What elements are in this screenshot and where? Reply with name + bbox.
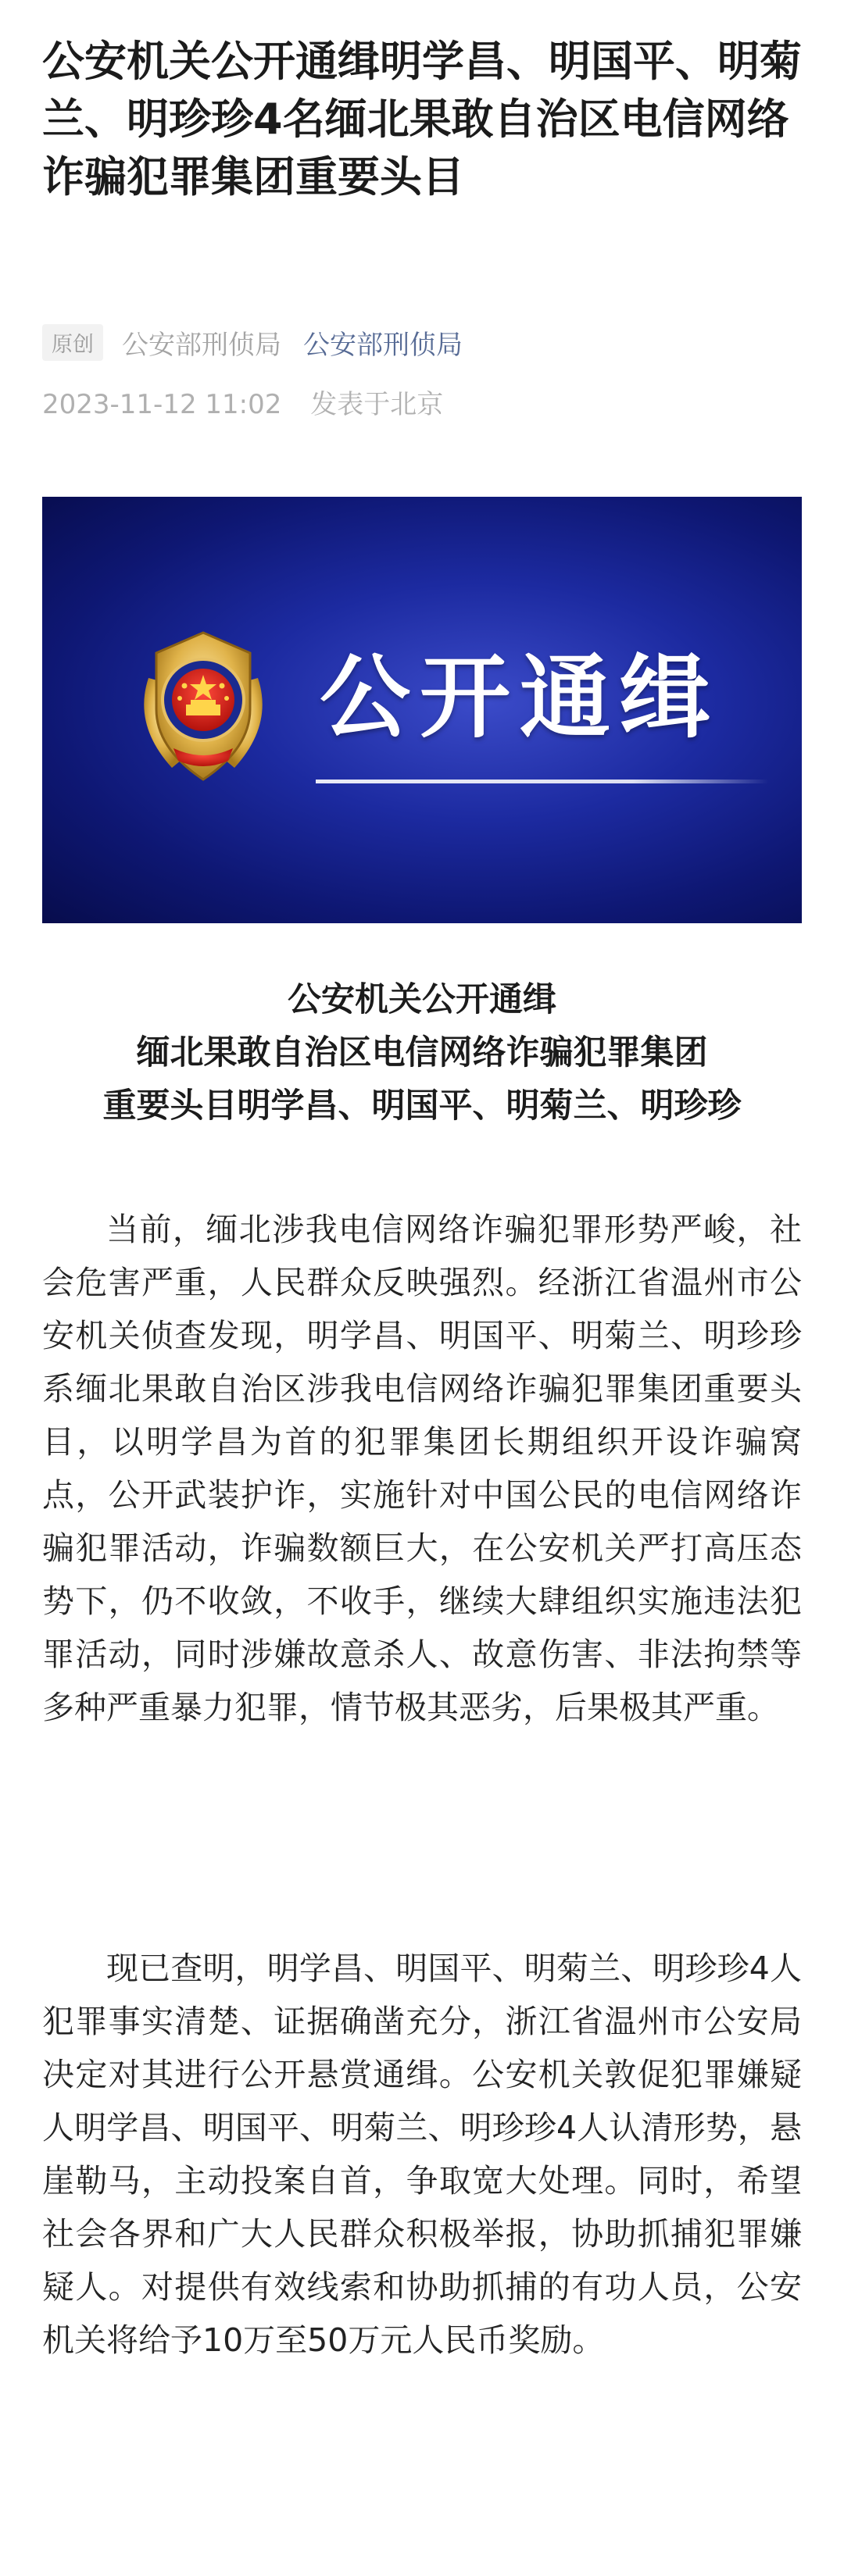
banner-title: 公开通缉	[320, 645, 720, 751]
article-title: 公安机关公开通缉明学昌、明国平、明菊兰、明珍珍4名缅北果敢自治区电信网络诈骗犯罪集团重要头目	[42, 37, 802, 202]
publish-location: 发表于北京	[310, 389, 444, 420]
body-paragraph: 现已查明，明学昌、明国平、明菊兰、明珍珍4人犯罪事实清楚、证据确凿充分，浙江省温州市公安局决定对其进行公开悬赏通缉。公安机关敦促犯罪嫌疑人明学昌、明国平、明菊兰、明珍珍4人认清形势，悬崖勒马，主动投案自首，争取宽大处理。同时，希望社会各界和广大人民群众积极举报，协助抓捕犯罪嫌疑人。对提供有效线索和协助抓捕的有功人员，公安机关将给予10万至50万元人民币奖励。	[42, 1950, 802, 2359]
police-emblem-icon	[125, 623, 281, 795]
heading-line: 重要头目明学昌、明国平、明菊兰、明珍珍	[102, 1086, 742, 1126]
original-badge: 原创	[42, 324, 103, 361]
heading-line: 公安机关公开通缉	[288, 980, 556, 1019]
heading-line: 缅北果敢自治区电信网络诈骗犯罪集团	[136, 1033, 708, 1072]
body-paragraph: 当前，缅北涉我电信网络诈骗犯罪形势严峻，社会危害严重，人民群众反映强烈。经浙江省温州市公安机关侦查发现，明学昌、明国平、明菊兰、明珍珍系缅北果敢自治区涉我电信网络诈骗犯罪集团重要头目，以明学昌为首的犯罪集团长期组织开设诈骗窝点，公开武装护诈，实施针对中国公民的电信网络诈骗犯罪活动，诈骗数额巨大，在公安机关严打高压态势下，仍不收敛，不收手，继续大肆组织实施违法犯罪活动，同时涉嫌故意杀人、故意伤害、非法拘禁等多种严重暴力犯罪，情节极其恶劣，后果极其严重。	[42, 1211, 802, 1726]
notice-heading	[42, 973, 802, 1133]
wanted-banner-image	[42, 497, 802, 923]
account-link[interactable]: 公安部刑侦局	[303, 329, 463, 361]
article-meta	[42, 320, 463, 364]
publish-info	[42, 383, 443, 421]
publish-datetime: 2023-11-12 11:02	[42, 389, 282, 420]
author-name: 公安部刑侦局	[122, 329, 281, 361]
banner-underline	[316, 780, 769, 783]
